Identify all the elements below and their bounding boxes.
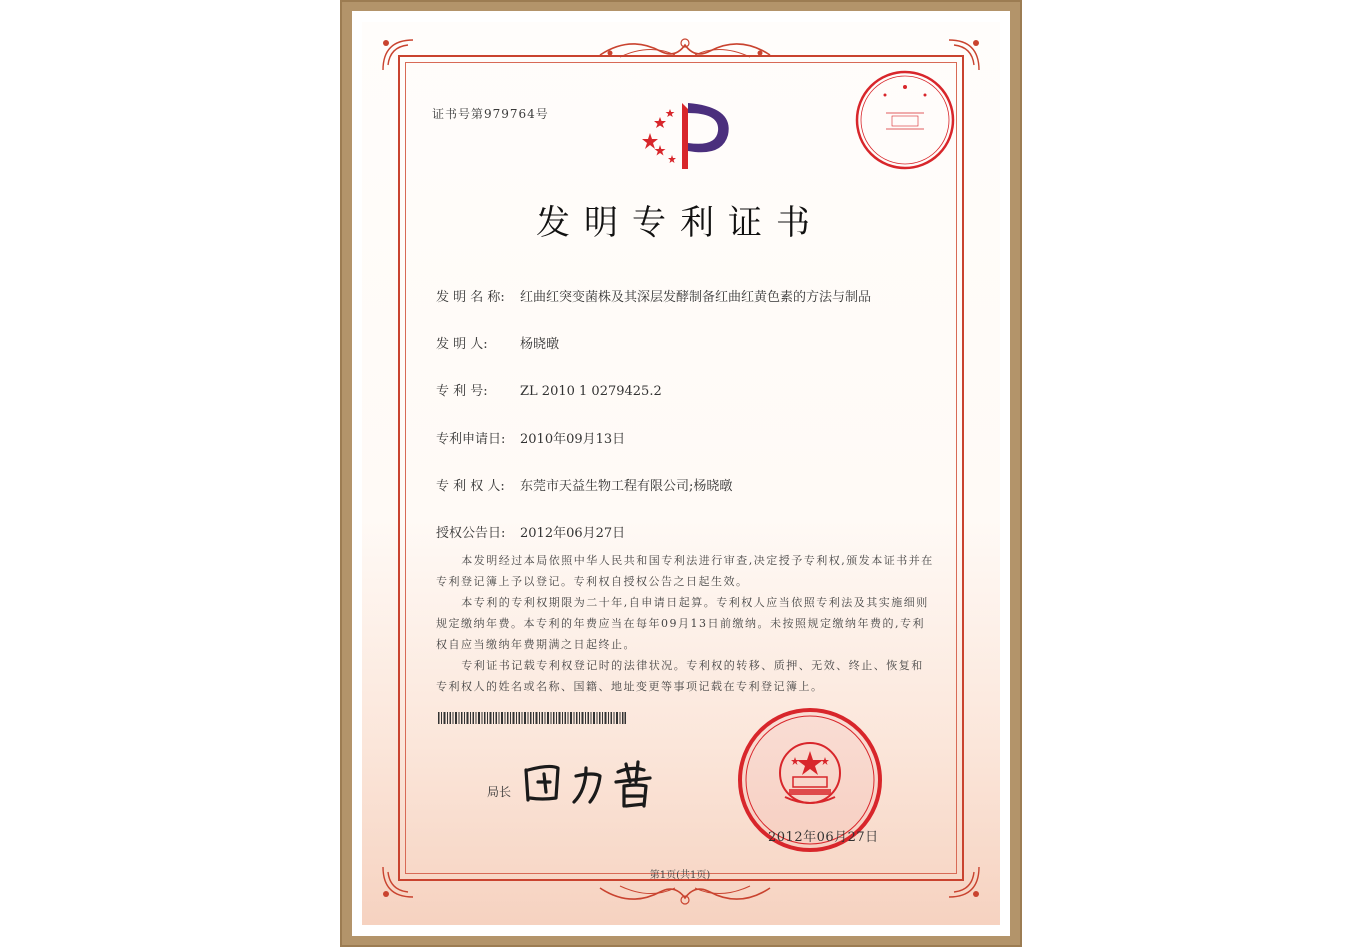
field-inventor (436, 333, 559, 352)
certificate-title: 发明专利证书 (536, 203, 824, 243)
corner-ornament-top-left (378, 35, 418, 75)
field-label: 发 明 名 称: (436, 290, 505, 305)
field-invention-name (436, 286, 871, 305)
field-value: 2012年06月27日 (520, 526, 626, 541)
top-ornament (590, 33, 780, 63)
field-application-date (436, 428, 625, 447)
certificate-body-text (436, 550, 936, 697)
field-label: 专利申请日: (436, 432, 506, 447)
field-label: 发 明 人: (436, 337, 488, 352)
field-value: 东莞市天益生物工程有限公司;杨晓暾 (520, 479, 733, 494)
field-value: 2010年09月13日 (520, 432, 626, 447)
bottom-ornament (590, 880, 780, 910)
patent-office-logo-icon (630, 95, 740, 175)
field-value: 杨晓暾 (520, 337, 560, 352)
paragraph: 本专利的专利权期限为二十年,自申请日起算。专利权人应当依照专利法及其实施细则规定缴纳年费。本专利的年费应当在每年09月13日前缴纳。未按照规定缴纳年费的,专利权自应当缴纳年费期满之日起终止。 (436, 596, 929, 651)
field-value: ZL 2010 1 0279425.2 (520, 384, 662, 399)
barcode-icon (438, 712, 626, 724)
director-label: 局长 (487, 785, 512, 799)
seal-date: 2012年06月27日 (768, 830, 879, 845)
field-label: 专 利 号: (436, 384, 488, 399)
certificate-number: 证书号第979764号 (432, 107, 549, 121)
page-number: 第1页(共1页) (649, 870, 711, 881)
director-signature-icon (520, 752, 680, 812)
field-value: 红曲红突变菌株及其深层发酵制备红曲红黄色素的方法与制品 (520, 290, 872, 305)
field-patentee (436, 475, 732, 494)
paragraph: 专利证书记载专利权登记时的法律状况。专利权的转移、质押、无效、终止、恢复和专利权人的姓名或名称、国籍、地址变更等事项记载在专利登记簿上。 (436, 659, 924, 693)
local-office-seal-icon (850, 65, 960, 175)
field-patent-number (436, 380, 662, 399)
field-label: 授权公告日: (436, 526, 506, 541)
field-grant-date (436, 522, 625, 541)
paragraph: 本发明经过本局依照中华人民共和国专利法进行审查,决定授予专利权,颁发本证书并在专利登记簿上予以登记。专利权自授权公告之日起生效。 (436, 554, 934, 588)
field-label: 专 利 权 人: (436, 479, 505, 494)
